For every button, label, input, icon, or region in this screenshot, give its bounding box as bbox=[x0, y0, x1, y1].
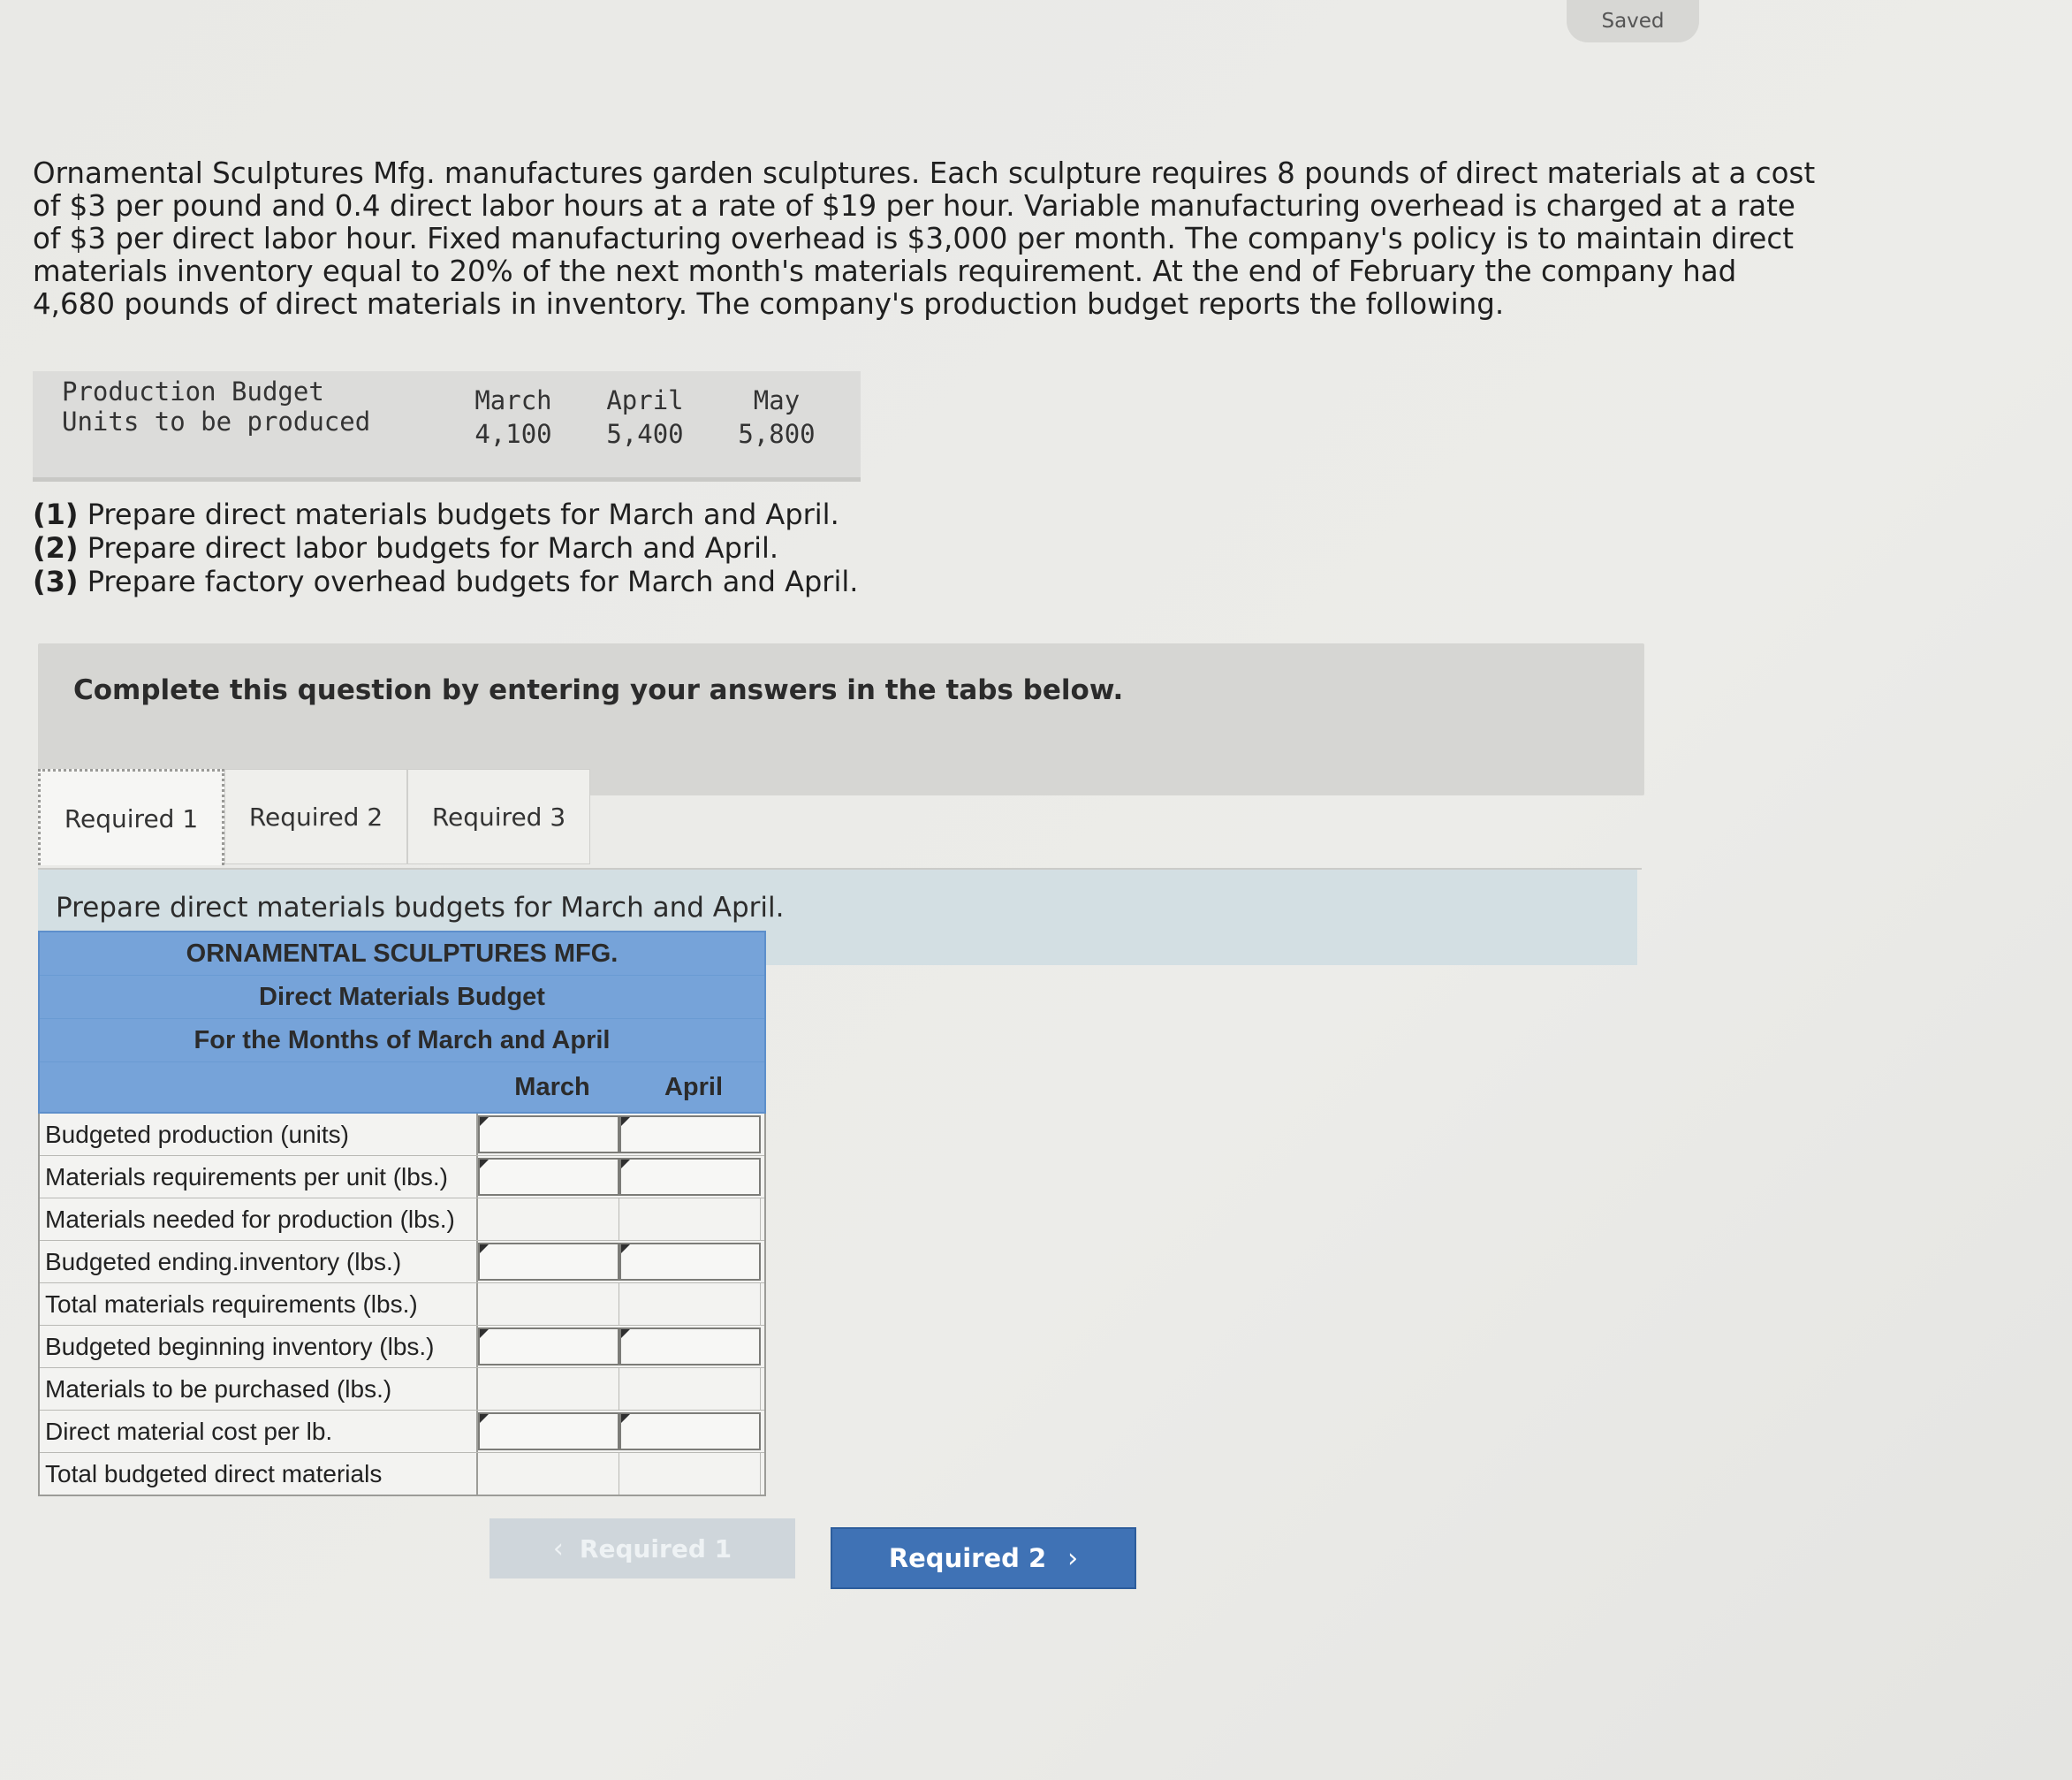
problem-description: Ornamental Sculptures Mfg. manufactures garden sculptures. Each sculpture requires 8 pounds of direct materials at a cost of $3 per pound and 0.4 direct labor hours at a rate of $19 per hour. Variable manufacturing overhead is charged at a rate of $3 per direct labor hour. Fixed manufacturing overhead is $3,000 per month. The company's policy is to maintain direct materials inventory equal to 20% of the next month's materials requirement. At the end of February the company had 4,680 pounds of direct materials in inventory. The company's production budget reports the following. bbox=[33, 156, 1816, 321]
budget-body bbox=[38, 1114, 766, 1496]
instruction-number: (1) bbox=[33, 498, 79, 531]
tab-required-2[interactable] bbox=[224, 769, 407, 864]
previous-required-button[interactable] bbox=[490, 1518, 795, 1578]
materials-purchased-march-cell bbox=[478, 1368, 619, 1410]
materials-needed-april-cell bbox=[619, 1198, 761, 1240]
chevron-right-icon: › bbox=[1067, 1542, 1079, 1574]
row-label: Materials to be purchased (lbs.) bbox=[40, 1368, 478, 1410]
tab-prompt-text: Prepare direct materials budgets for March and April. bbox=[56, 892, 785, 924]
row-label: Budgeted ending.inventory (lbs.) bbox=[40, 1241, 478, 1282]
required-tabs bbox=[38, 769, 590, 868]
row-label: Budgeted production (units) bbox=[40, 1114, 478, 1155]
units-march: 4,100 bbox=[474, 419, 552, 449]
cost-per-lb-april-input[interactable] bbox=[619, 1412, 761, 1450]
budgeted-production-march-input[interactable] bbox=[478, 1115, 619, 1153]
total-direct-materials-april-cell bbox=[619, 1453, 761, 1495]
total-requirements-march-cell bbox=[478, 1283, 619, 1325]
beginning-inventory-april-input[interactable] bbox=[619, 1327, 761, 1365]
instruction-text: Prepare direct materials budgets for March and April. bbox=[78, 498, 839, 531]
table-row bbox=[40, 1326, 764, 1368]
row-label: Total materials requirements (lbs.) bbox=[40, 1283, 478, 1325]
chevron-left-icon: ‹ bbox=[552, 1533, 564, 1564]
cost-per-lb-march-input[interactable] bbox=[478, 1412, 619, 1450]
table-row bbox=[40, 1411, 764, 1453]
tab-label: Required 1 bbox=[64, 803, 199, 833]
saved-status-badge bbox=[1567, 0, 1699, 42]
instruction-item bbox=[33, 531, 1005, 565]
instruction-item bbox=[33, 565, 1005, 598]
units-row-label: Units to be produced bbox=[62, 407, 371, 437]
column-header-april: April bbox=[664, 1072, 724, 1101]
budget-company-name: ORNAMENTAL SCULPTURES MFG. bbox=[40, 932, 764, 976]
row-label: Budgeted beginning inventory (lbs.) bbox=[40, 1326, 478, 1367]
row-label: Materials needed for production (lbs.) bbox=[40, 1198, 478, 1240]
materials-per-unit-april-input[interactable] bbox=[619, 1158, 761, 1196]
row-label: Total budgeted direct materials bbox=[40, 1453, 478, 1495]
direct-materials-budget-table bbox=[38, 931, 766, 1496]
instruction-item bbox=[33, 498, 1005, 531]
budget-title: Direct Materials Budget bbox=[40, 976, 764, 1019]
ending-inventory-march-input[interactable] bbox=[478, 1243, 619, 1281]
complete-question-text: Complete this question by entering your answers in the tabs below. bbox=[73, 674, 1124, 706]
column-header-march: March bbox=[514, 1072, 590, 1101]
month-header-may: May bbox=[753, 385, 801, 415]
table-row bbox=[40, 1368, 764, 1411]
previous-button-label: Required 1 bbox=[579, 1533, 732, 1563]
instruction-number: (3) bbox=[33, 565, 79, 598]
total-direct-materials-march-cell bbox=[478, 1453, 619, 1495]
budgeted-production-april-input[interactable] bbox=[619, 1115, 761, 1153]
ending-inventory-april-input[interactable] bbox=[619, 1243, 761, 1281]
materials-needed-march-cell bbox=[478, 1198, 619, 1240]
budget-period: For the Months of March and April bbox=[40, 1019, 764, 1062]
materials-per-unit-march-input[interactable] bbox=[478, 1158, 619, 1196]
instruction-text: Prepare factory overhead budgets for March and April. bbox=[78, 565, 859, 598]
instruction-number: (2) bbox=[33, 531, 79, 565]
units-april: 5,400 bbox=[606, 419, 684, 449]
instructions-list bbox=[33, 498, 1005, 598]
tab-label: Required 2 bbox=[248, 802, 383, 832]
next-button-label: Required 2 bbox=[888, 1543, 1047, 1573]
tab-required-3[interactable] bbox=[407, 769, 590, 864]
table-row bbox=[40, 1156, 764, 1198]
month-header-march: March bbox=[474, 385, 552, 415]
beginning-inventory-march-input[interactable] bbox=[478, 1327, 619, 1365]
production-budget-title: Production Budget bbox=[62, 377, 324, 407]
month-header-april: April bbox=[606, 385, 684, 415]
budget-header bbox=[38, 931, 766, 1114]
saved-label: Saved bbox=[1601, 10, 1665, 33]
instruction-text: Prepare direct labor budgets for March and April. bbox=[78, 531, 779, 565]
table-row bbox=[40, 1283, 764, 1326]
tab-label: Required 3 bbox=[431, 802, 566, 832]
row-label: Materials requirements per unit (lbs.) bbox=[40, 1156, 478, 1198]
budget-column-headers bbox=[40, 1062, 764, 1112]
table-row bbox=[40, 1114, 764, 1156]
units-may: 5,800 bbox=[738, 419, 816, 449]
table-row bbox=[40, 1453, 764, 1495]
production-budget-table bbox=[33, 371, 861, 482]
row-label: Direct material cost per lb. bbox=[40, 1411, 478, 1452]
table-row bbox=[40, 1241, 764, 1283]
tab-required-1[interactable] bbox=[38, 769, 224, 865]
next-required-button[interactable] bbox=[831, 1527, 1136, 1589]
table-row bbox=[40, 1198, 764, 1241]
materials-purchased-april-cell bbox=[619, 1368, 761, 1410]
total-requirements-april-cell bbox=[619, 1283, 761, 1325]
